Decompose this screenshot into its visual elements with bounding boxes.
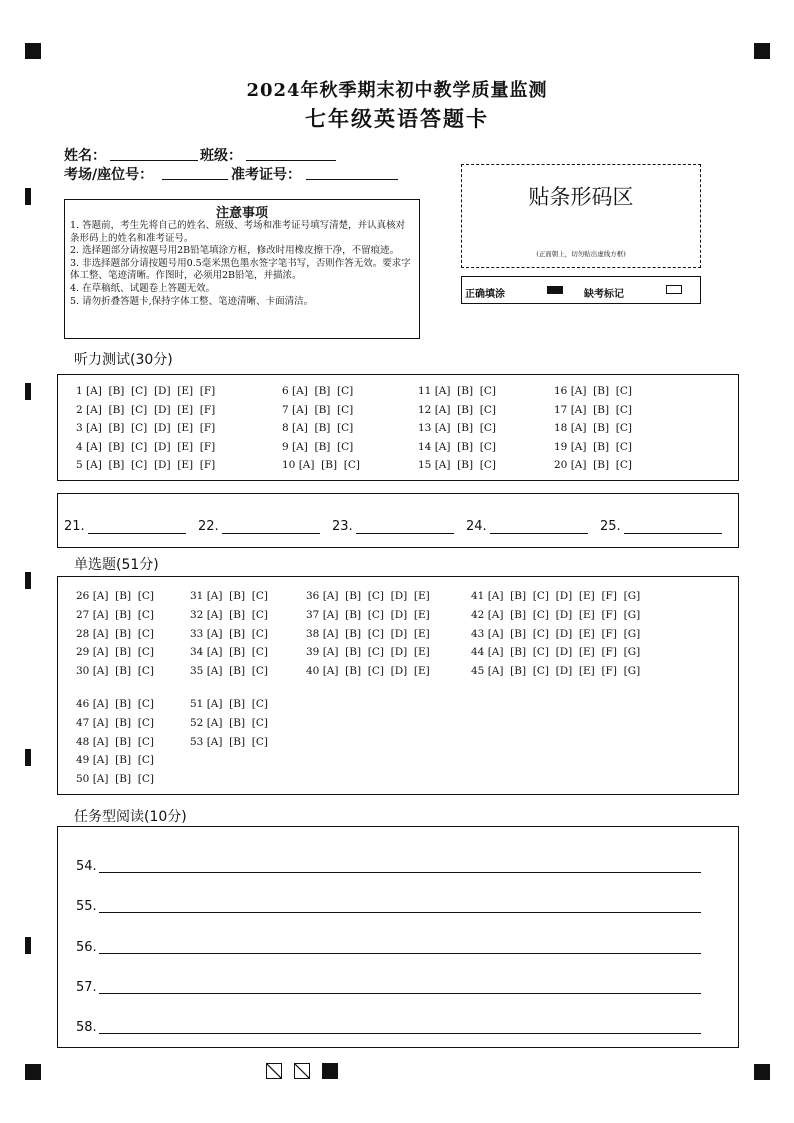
notice-item: 4. 在草稿纸、试题卷上答题无效。 — [70, 282, 216, 294]
answer-option-row[interactable]: 4 [A] [B] [C] [D] [E] [F] — [76, 440, 216, 453]
answer-option-row[interactable]: 34 [A] [B] [C] — [190, 646, 268, 659]
fill-legend — [461, 276, 701, 304]
blank-number: 22. — [198, 519, 219, 534]
listening-section-title: 听力测试(30分) — [74, 352, 173, 368]
blank-answer-line[interactable] — [356, 533, 454, 534]
absent-mark-box[interactable] — [666, 285, 682, 294]
answer-option-row[interactable]: 44 [A] [B] [C] [D] [E] [F] [G] — [471, 646, 641, 659]
task-answer-line[interactable] — [99, 953, 701, 954]
answer-option-row[interactable]: 7 [A] [B] [C] — [282, 403, 354, 416]
answer-option-row[interactable]: 40 [A] [B] [C] [D] [E] — [306, 665, 430, 678]
answer-option-row[interactable]: 3 [A] [B] [C] [D] [E] [F] — [76, 422, 216, 434]
answer-option-row[interactable]: 37 [A] [B] [C] [D] [E] — [306, 608, 430, 621]
answer-option-row[interactable]: 26 [A] [B] [C] — [76, 590, 154, 602]
answer-option-row[interactable]: 9 [A] [B] [C] — [282, 440, 354, 453]
answer-option-row[interactable]: 35 [A] [B] [C] — [190, 665, 268, 678]
blank-answer-line[interactable] — [624, 533, 722, 534]
answer-option-row[interactable]: 10 [A] [B] [C] — [282, 459, 360, 471]
answer-option-row[interactable]: 30 [A] [B] [C] — [76, 665, 154, 678]
blank-answer-line[interactable] — [88, 533, 186, 534]
notice-list — [70, 220, 414, 308]
registration-mark-bottom-left — [25, 1064, 41, 1080]
slash-box-icon — [266, 1063, 282, 1079]
answer-option-row[interactable]: 47 [A] [B] [C] — [76, 716, 154, 729]
answer-option-row[interactable]: 29 [A] [B] [C] — [76, 646, 154, 659]
room-seat-field[interactable] — [162, 179, 228, 180]
timing-mark — [25, 188, 31, 205]
answer-option-row[interactable]: 50 [A] [B] [C] — [76, 773, 154, 786]
room-seat-label: 考场/座位号： — [64, 167, 154, 183]
answer-option-row[interactable]: 18 [A] [B] [C] — [554, 422, 632, 434]
filled-box-icon — [322, 1063, 338, 1079]
answer-option-row[interactable]: 1 [A] [B] [C] [D] [E] [F] — [76, 385, 216, 397]
answer-option-row[interactable]: 38 [A] [B] [C] [D] [E] — [306, 627, 430, 640]
blank-answer-line[interactable] — [490, 533, 588, 534]
exam-id-label: 准考证号： — [231, 167, 301, 183]
notice-box — [64, 199, 420, 339]
answer-option-row[interactable]: 15 [A] [B] [C] — [418, 459, 496, 471]
class-label: 班级： — [200, 148, 242, 164]
notice-item: 1. 答题前，考生先将自己的姓名、班级、考场和准考证号填写清楚，并认真核对条形码上的姓名和准考证号。 — [70, 220, 406, 244]
answer-option-row[interactable]: 2 [A] [B] [C] [D] [E] [F] — [76, 403, 216, 416]
answer-option-row[interactable]: 43 [A] [B] [C] [D] [E] [F] [G] — [471, 627, 641, 640]
notice-item: 2. 选择题部分请按题号用2B铅笔填涂方框，修改时用橡皮擦干净，不留痕迹。 — [70, 245, 400, 257]
registration-mark-top-left — [25, 43, 41, 59]
answer-option-row[interactable]: 39 [A] [B] [C] [D] [E] — [306, 646, 430, 659]
timing-mark — [25, 937, 31, 954]
task-item-number: 54. — [76, 859, 97, 874]
exam-id-field[interactable] — [306, 179, 398, 180]
answer-option-row[interactable]: 14 [A] [B] [C] — [418, 440, 496, 453]
answer-option-row[interactable]: 16 [A] [B] [C] — [554, 385, 632, 397]
answer-option-row[interactable]: 6 [A] [B] [C] — [282, 385, 354, 397]
task-item-number: 56. — [76, 939, 97, 955]
notice-title: 注意事项 — [215, 206, 268, 221]
answer-option-row[interactable]: 11 [A] [B] [C] — [418, 385, 496, 397]
name-label: 姓名： — [64, 148, 106, 164]
answer-sheet-title: 七年级英语答题卡 — [305, 107, 489, 131]
answer-option-row[interactable]: 20 [A] [B] [C] — [554, 459, 632, 471]
answer-option-row[interactable]: 13 [A] [B] [C] — [418, 422, 496, 434]
answer-option-row[interactable]: 28 [A] [B] [C] — [76, 627, 154, 640]
answer-option-row[interactable]: 51 [A] [B] [C] — [190, 698, 268, 710]
answer-option-row[interactable]: 33 [A] [B] [C] — [190, 627, 268, 640]
correct-fill-label: 正确填涂 — [465, 289, 505, 300]
registration-mark-top-right — [754, 43, 770, 59]
answer-option-row[interactable]: 12 [A] [B] [C] — [418, 403, 496, 416]
answer-option-row[interactable]: 45 [A] [B] [C] [D] [E] [F] [G] — [471, 665, 641, 678]
answer-option-row[interactable]: 52 [A] [B] [C] — [190, 716, 268, 729]
answer-option-row[interactable]: 46 [A] [B] [C] — [76, 698, 154, 710]
fill-blank-box — [57, 493, 739, 548]
answer-option-row[interactable]: 27 [A] [B] [C] — [76, 608, 154, 621]
timing-mark — [25, 383, 31, 400]
notice-item: 3. 非选择题部分请按题号用0.5毫米黑色墨水签字笔书写，否则作答无效。要求字体工整、笔迹清晰。作图时，必须用2B铅笔，并描浓。 — [70, 257, 411, 282]
answer-option-row[interactable]: 53 [A] [B] [C] — [190, 735, 268, 748]
task-answer-line[interactable] — [99, 872, 701, 873]
answer-option-row[interactable]: 41 [A] [B] [C] [D] [E] [F] [G] — [471, 590, 641, 602]
slash-box-icon — [294, 1063, 310, 1079]
answer-option-row[interactable]: 32 [A] [B] [C] — [190, 608, 268, 621]
answer-option-row[interactable]: 36 [A] [B] [C] [D] [E] — [306, 590, 430, 602]
barcode-title: 贴条形码区 — [528, 185, 634, 209]
blank-number: 25. — [600, 519, 621, 534]
exam-title: 2024年秋季期末初中教学质量监测 — [246, 80, 548, 101]
answer-option-row[interactable]: 48 [A] [B] [C] — [76, 735, 154, 748]
blank-number: 21. — [64, 519, 85, 534]
task-answer-line[interactable] — [99, 912, 701, 913]
name-field[interactable] — [110, 160, 198, 161]
notice-item: 5. 请勿折叠答题卡,保持字体工整、笔迹清晰、卡面清洁。 — [70, 295, 314, 307]
timing-mark — [25, 749, 31, 766]
task-reading-section-title: 任务型阅读(10分) — [74, 809, 187, 825]
task-reading-answer-box — [57, 826, 739, 1048]
blank-answer-line[interactable] — [222, 533, 320, 534]
barcode-note: (正面朝上，切勿贴出虚线方框) — [536, 250, 626, 258]
task-item-number: 55. — [76, 899, 97, 915]
answer-option-row[interactable]: 17 [A] [B] [C] — [554, 403, 632, 416]
absent-mark-label: 缺考标记 — [584, 289, 624, 300]
task-item-number: 57. — [76, 979, 97, 995]
filled-box-icon — [547, 286, 563, 294]
answer-option-row[interactable]: 49 [A] [B] [C] — [76, 754, 154, 767]
barcode-area — [461, 164, 701, 268]
answer-option-row[interactable]: 5 [A] [B] [C] [D] [E] [F] — [76, 459, 216, 471]
blank-number: 24. — [466, 519, 487, 534]
class-field[interactable] — [246, 160, 336, 161]
timing-mark — [25, 572, 31, 589]
answer-option-row[interactable]: 42 [A] [B] [C] [D] [E] [F] [G] — [471, 608, 641, 621]
single-choice-section-title: 单选题(51分) — [74, 557, 159, 573]
task-answer-line[interactable] — [99, 993, 701, 994]
task-answer-line[interactable] — [99, 1033, 701, 1034]
blank-number: 23. — [332, 519, 353, 534]
answer-option-row[interactable]: 8 [A] [B] [C] — [282, 422, 354, 434]
answer-option-row[interactable]: 19 [A] [B] [C] — [554, 440, 632, 453]
answer-option-row[interactable]: 31 [A] [B] [C] — [190, 590, 268, 602]
task-item-number: 58. — [76, 1020, 97, 1036]
registration-mark-bottom-right — [754, 1064, 770, 1080]
